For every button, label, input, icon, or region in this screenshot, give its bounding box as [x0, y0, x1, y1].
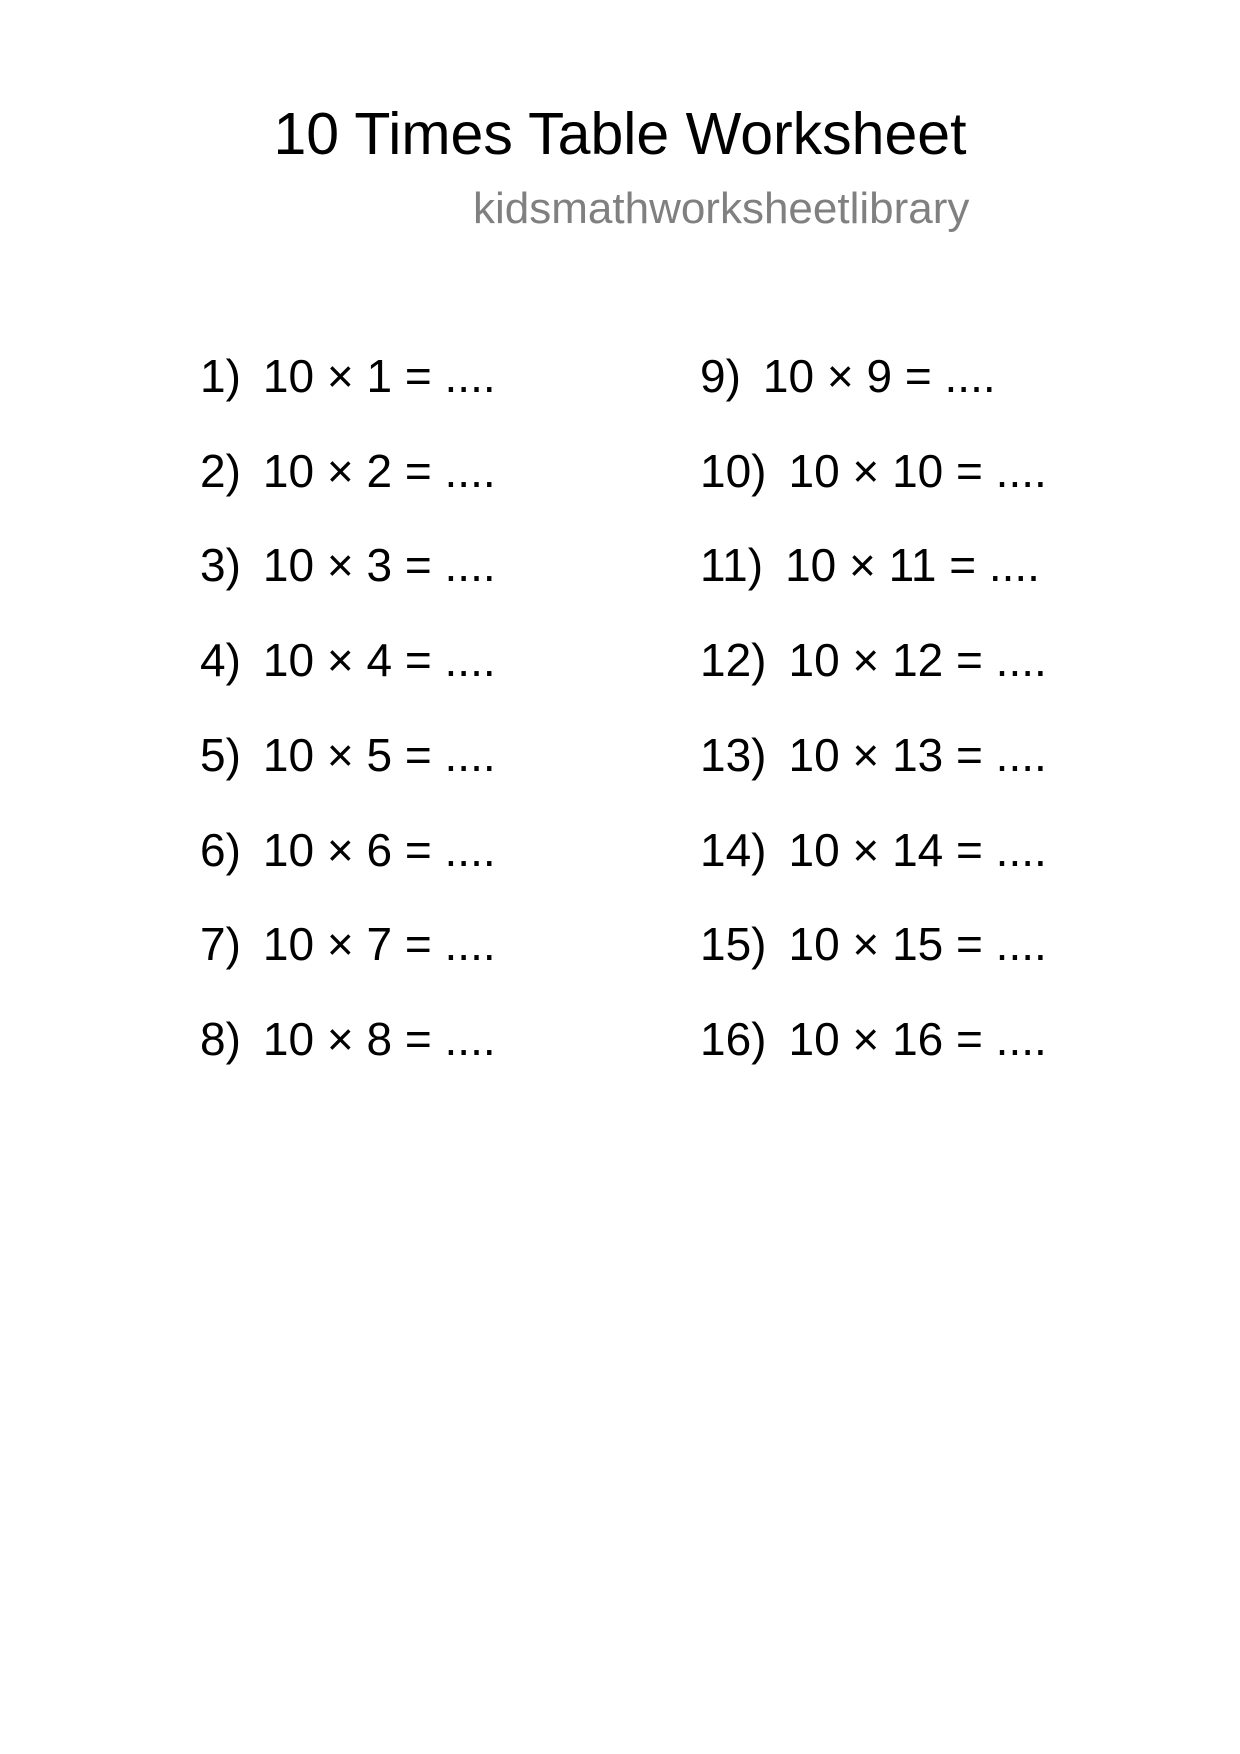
problem-number: 13)	[700, 729, 767, 781]
problem-number: 16)	[700, 1013, 767, 1065]
problem-item	[700, 1011, 1047, 1067]
problem-expression: 10 × 9 = ....	[762, 350, 996, 402]
problem-expression: 10 × 1 = ....	[262, 350, 496, 402]
problem-expression: 10 × 6 = ....	[262, 824, 496, 876]
problem-number: 11)	[700, 539, 764, 591]
problem-number: 12)	[700, 634, 767, 686]
problem-number: 7)	[200, 918, 241, 970]
problem-number: 9)	[700, 350, 741, 402]
problem-item	[200, 632, 496, 688]
problem-expression: 10 × 3 = ....	[262, 539, 496, 591]
problem-number: 14)	[700, 824, 767, 876]
problem-expression: 10 × 12 = ....	[788, 634, 1047, 686]
worksheet-title: 10 Times Table Worksheet	[273, 101, 967, 167]
problem-expression: 10 × 2 = ....	[262, 445, 496, 497]
problem-expression: 10 × 13 = ....	[788, 729, 1047, 781]
problem-item	[700, 632, 1047, 688]
problem-expression: 10 × 15 = ....	[788, 918, 1047, 970]
worksheet-subtitle: kidsmathworksheetlibrary	[473, 184, 970, 233]
problem-expression: 10 × 10 = ....	[788, 445, 1047, 497]
problem-expression: 10 × 16 = ....	[788, 1013, 1047, 1065]
problem-expression: 10 × 14 = ....	[788, 824, 1047, 876]
problem-item	[700, 727, 1047, 783]
problem-expression: 10 × 7 = ....	[262, 918, 496, 970]
problem-item	[200, 537, 496, 593]
problem-item	[200, 1011, 496, 1067]
problem-number: 15)	[700, 918, 767, 970]
problem-expression: 10 × 8 = ....	[262, 1013, 496, 1065]
problem-number: 4)	[200, 634, 241, 686]
problem-number: 10)	[700, 445, 767, 497]
problem-number: 3)	[200, 539, 241, 591]
problem-expression: 10 × 11 = ....	[785, 539, 1040, 591]
problem-number: 2)	[200, 445, 241, 497]
problem-item	[700, 443, 1047, 499]
problem-item	[200, 822, 496, 878]
problem-item	[200, 916, 496, 972]
problem-item	[700, 348, 996, 404]
problem-number: 1)	[200, 350, 241, 402]
problem-item	[200, 443, 496, 499]
problem-item	[700, 916, 1047, 972]
problem-number: 6)	[200, 824, 241, 876]
problem-item	[200, 348, 496, 404]
problem-number: 8)	[200, 1013, 241, 1065]
problem-number: 5)	[200, 729, 241, 781]
problem-expression: 10 × 5 = ....	[262, 729, 496, 781]
problem-item	[700, 537, 1040, 593]
problem-expression: 10 × 4 = ....	[262, 634, 496, 686]
problem-item	[700, 822, 1047, 878]
problem-item	[200, 727, 496, 783]
